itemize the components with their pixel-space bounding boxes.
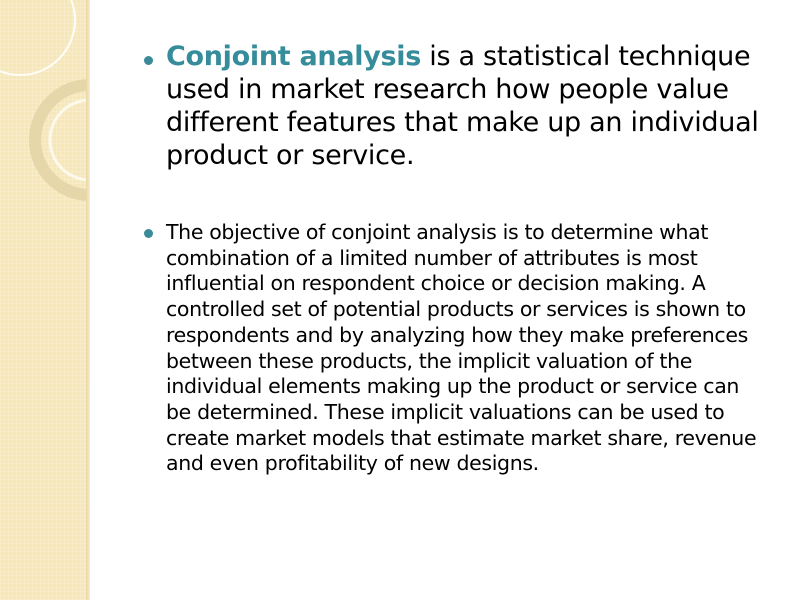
bullet-icon: [144, 229, 153, 238]
bullet-text: The objective of conjoint analysis is to determine what combination of a limited number of attributes is most influential on respondent choice or decision making. A controlled set of potential products or services is shown to respondents and by analyzing how they make preferences between these products, the implicit valuation of the individual elements making up the product or service can be determined. These implicit valuations can be used to create market models that estimate market share, revenue and even profitability of new designs.: [166, 220, 757, 476]
bullet-item: [140, 40, 770, 172]
decorative-sidebar: [0, 0, 88, 600]
sidebar-edge: [86, 0, 90, 600]
bullet-item: [140, 220, 770, 477]
highlighted-term: Conjoint analysis: [166, 41, 421, 72]
circle-ornament-icon: [0, 0, 88, 600]
bullet-icon: [144, 56, 153, 65]
slide-content: [140, 40, 770, 477]
bullet-text: is a statistical technique used in market research how people value different features that make up an individual product or service.: [166, 41, 759, 171]
